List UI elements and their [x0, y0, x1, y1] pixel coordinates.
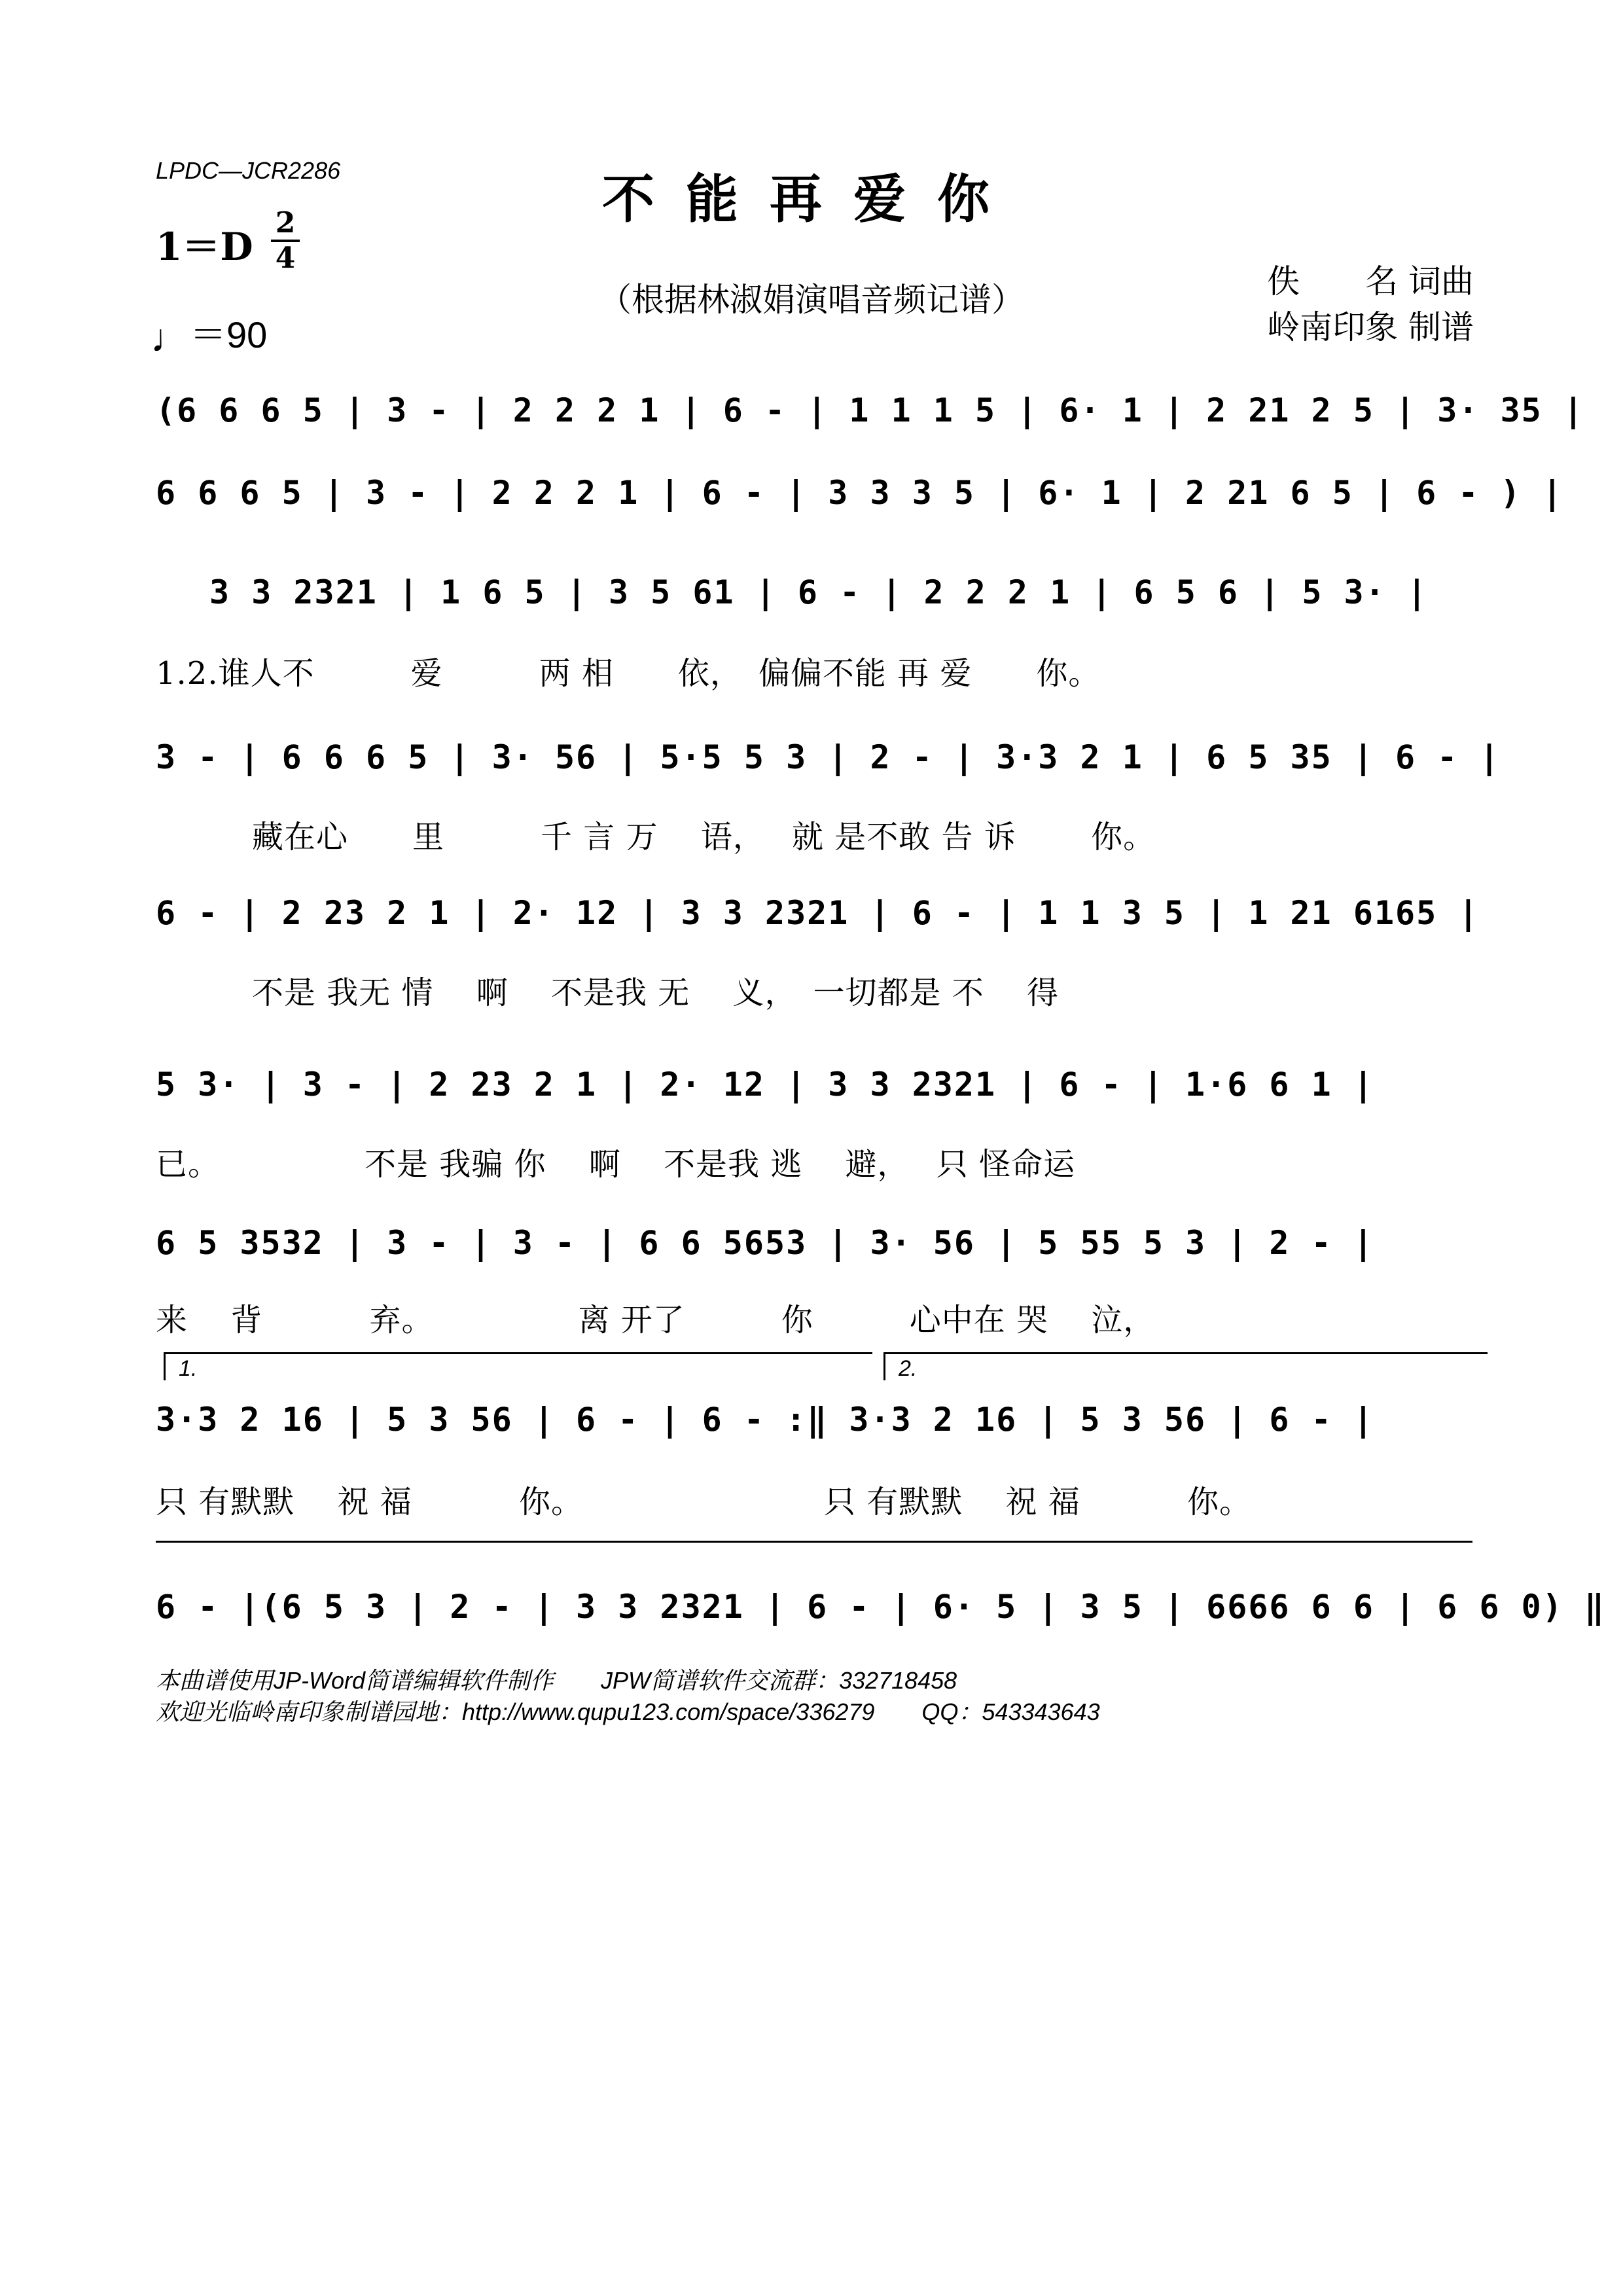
music-line-5: 6 - | 2 23 2 1 | 2· 12 | 3 3 2321 | 6 - | 1 1 3 5 | 1 21 6165 |	[156, 894, 1480, 932]
credit-lyrics-music: 佚 名 词曲	[1267, 262, 1474, 300]
music-line-4: 3 - | 6 6 6 5 | 3· 56 | 5·5 5 3 | 2 - | 3·3 2 1 | 6 5 35 | 6 - |	[156, 738, 1501, 776]
lyric-line-6: 已。 不是 我骗 你 啊 不是我 逃 避， 只 怪命运	[156, 1146, 1076, 1183]
tie-line	[156, 1541, 1472, 1543]
music-line-1: (6 6 6 5 | 3 - | 2 2 2 1 | 6 - | 1 1 1 5 | 6· 1 | 2 21 2 5 | 3· 35 |	[156, 391, 1584, 429]
volta-first-ending: 1.	[164, 1352, 872, 1380]
meter-bottom: 4	[275, 242, 296, 275]
music-line-2: 6 6 6 5 | 3 - | 2 2 2 1 | 6 - | 3 3 3 5 | 6· 1 | 2 21 6 5 | 6 - ) |	[156, 474, 1563, 512]
credit-transcriber: 岭南印象 制谱	[1267, 308, 1474, 346]
music-line-6: 5 3· | 3 - | 2 23 2 1 | 2· 12 | 3 3 2321 | 6 - | 1·6 6 1 |	[156, 1066, 1374, 1103]
lyric-line-8: 只 有默默 祝 福 你。 只 有默默 祝 福 你。	[156, 1484, 1252, 1520]
footer-line-2: 欢迎光临岭南印象制谱园地：http://www.qupu123.com/space/336279 QQ：543343643	[156, 1698, 1100, 1725]
key-signature: 1＝D	[156, 224, 253, 269]
meter-top: 2	[275, 206, 296, 240]
subtitle: （根据林淑娟演唱音频记谱）	[599, 281, 1024, 319]
lyric-line-7: 来 背 弃。 离 开了 你 心中在 哭 泣，	[156, 1302, 1156, 1338]
volta-second-ending: 2.	[883, 1352, 1488, 1380]
time-signature	[271, 208, 300, 274]
quarter-note-icon: ♩	[151, 316, 190, 360]
music-line-3: 3 3 2321 | 1 6 5 | 3 5 61 | 6 - | 2 2 2 1 | 6 5 6 | 5 3· |	[209, 573, 1428, 611]
score-code: LPDC—JCR2286	[156, 157, 341, 184]
music-line-9: 6 - |(6 5 3 | 2 - | 3 3 2321 | 6 - | 6· 5 | 3 5 | 6666 6 6 | 6 6 0) ‖	[156, 1588, 1606, 1626]
tempo-value: ＝90	[190, 314, 268, 355]
page-title: 不能再爱你	[602, 168, 1021, 230]
music-line-7: 6 5 3532 | 3 - | 3 - | 6 6 5653 | 3· 56 | 5 55 5 3 | 2 - |	[156, 1224, 1374, 1262]
lyric-line-4: 藏在心 里 千 言 万 语， 就 是不敢 告 诉 你。	[156, 819, 1156, 855]
lyric-line-3: 1.2.谁人不 爱 两 相 依， 偏偏不能 再 爱 你。	[156, 655, 1101, 692]
lyric-line-5: 不是 我无 情 啊 不是我 无 义， 一切都是 不 得	[156, 975, 1060, 1011]
footer-line-1: 本曲谱使用JP-Word简谱编辑软件制作 JPW简谱软件交流群：332718458	[156, 1667, 957, 1694]
music-line-8: 3·3 2 16 | 5 3 56 | 6 - | 6 - :‖ 3·3 2 16 | 5 3 56 | 6 - |	[156, 1401, 1374, 1439]
